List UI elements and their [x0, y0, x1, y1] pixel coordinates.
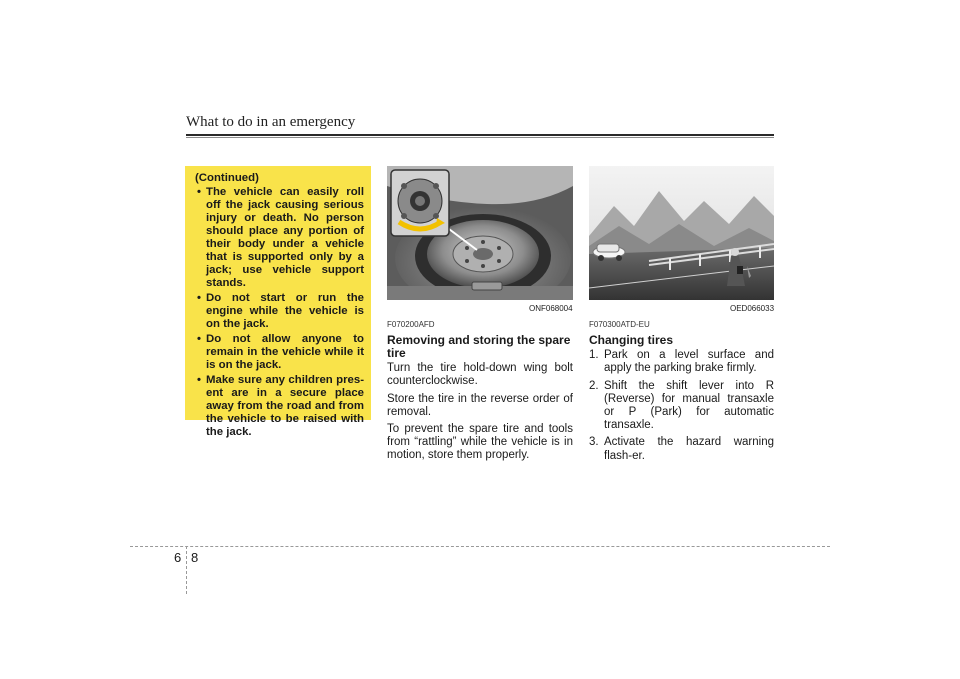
warning-bullet: • Do not start or run the engine while the vehicle is on the jack.	[195, 292, 364, 331]
spare-tire-drawing	[387, 166, 573, 300]
warning-list	[195, 186, 364, 439]
warning-bullet: • The vehicle can easily roll off the jack causing serious injury or death. No person should place any portion of their body under a vehicle that is supported only by a jack; use vehicle support stands.	[195, 186, 364, 290]
footer-rule	[130, 546, 830, 547]
step-number: 3.	[589, 436, 599, 449]
changing-tires-heading: Changing tires	[589, 333, 674, 348]
step-text: Shift the shift lever into R (Reverse) for manual transaxle or P (Park) for automatic transaxle.	[604, 379, 774, 432]
changing-tires-steps	[589, 349, 774, 463]
warning-continued: (Continued)	[195, 172, 259, 184]
footer-vertical-rule	[186, 546, 187, 594]
step-number: 1.	[589, 349, 599, 362]
page-header-title: What to do in an emergency	[186, 114, 356, 130]
changing-tires-step	[589, 380, 774, 433]
changing-tires-step	[589, 349, 774, 375]
warning-box	[185, 166, 371, 438]
changing-tires-step	[589, 436, 774, 462]
changing-tires-section	[589, 318, 774, 467]
changing-tires-section-code: F070300ATD-EU	[589, 320, 650, 329]
warning-bullet: • Do not allow anyone to remain in the vehicle while it is on the jack.	[195, 333, 364, 372]
spare-tire-image-label: ONF068004	[529, 304, 573, 313]
step-number: 2.	[589, 379, 599, 392]
spare-tire-section-code: F070200AFD	[387, 320, 435, 329]
roadside-illustration	[589, 166, 774, 300]
spare-tire-section	[387, 318, 573, 467]
roadside-image-label: OED066033	[730, 304, 775, 313]
step-text: Park on a level surface and apply the parking brake firmly.	[604, 349, 774, 375]
spare-tire-paragraph: To prevent the spare tire and tools from “rattling” while the vehicle is in motion, store them properly.	[387, 423, 573, 462]
roadside-drawing	[589, 166, 774, 300]
header-rule-thin	[186, 137, 774, 138]
spare-tire-paragraph: Turn the tire hold-down wing bolt counterclockwise.	[387, 362, 573, 388]
page-number: 8	[191, 550, 199, 565]
spare-tire-illustration	[387, 166, 573, 300]
step-text: Activate the hazard warning flash-er.	[604, 436, 774, 462]
spare-tire-paragraph: Store the tire in the reverse order of removal.	[387, 392, 573, 418]
header-rule	[186, 134, 774, 136]
page-chapter-number: 6	[174, 550, 182, 565]
warning-bullet: • Make sure any children pres-ent are in a secure place away from the road and from the vehicle to be raised with the jack.	[195, 374, 364, 439]
spare-tire-heading: Removing and storing the spare tire	[387, 333, 571, 361]
